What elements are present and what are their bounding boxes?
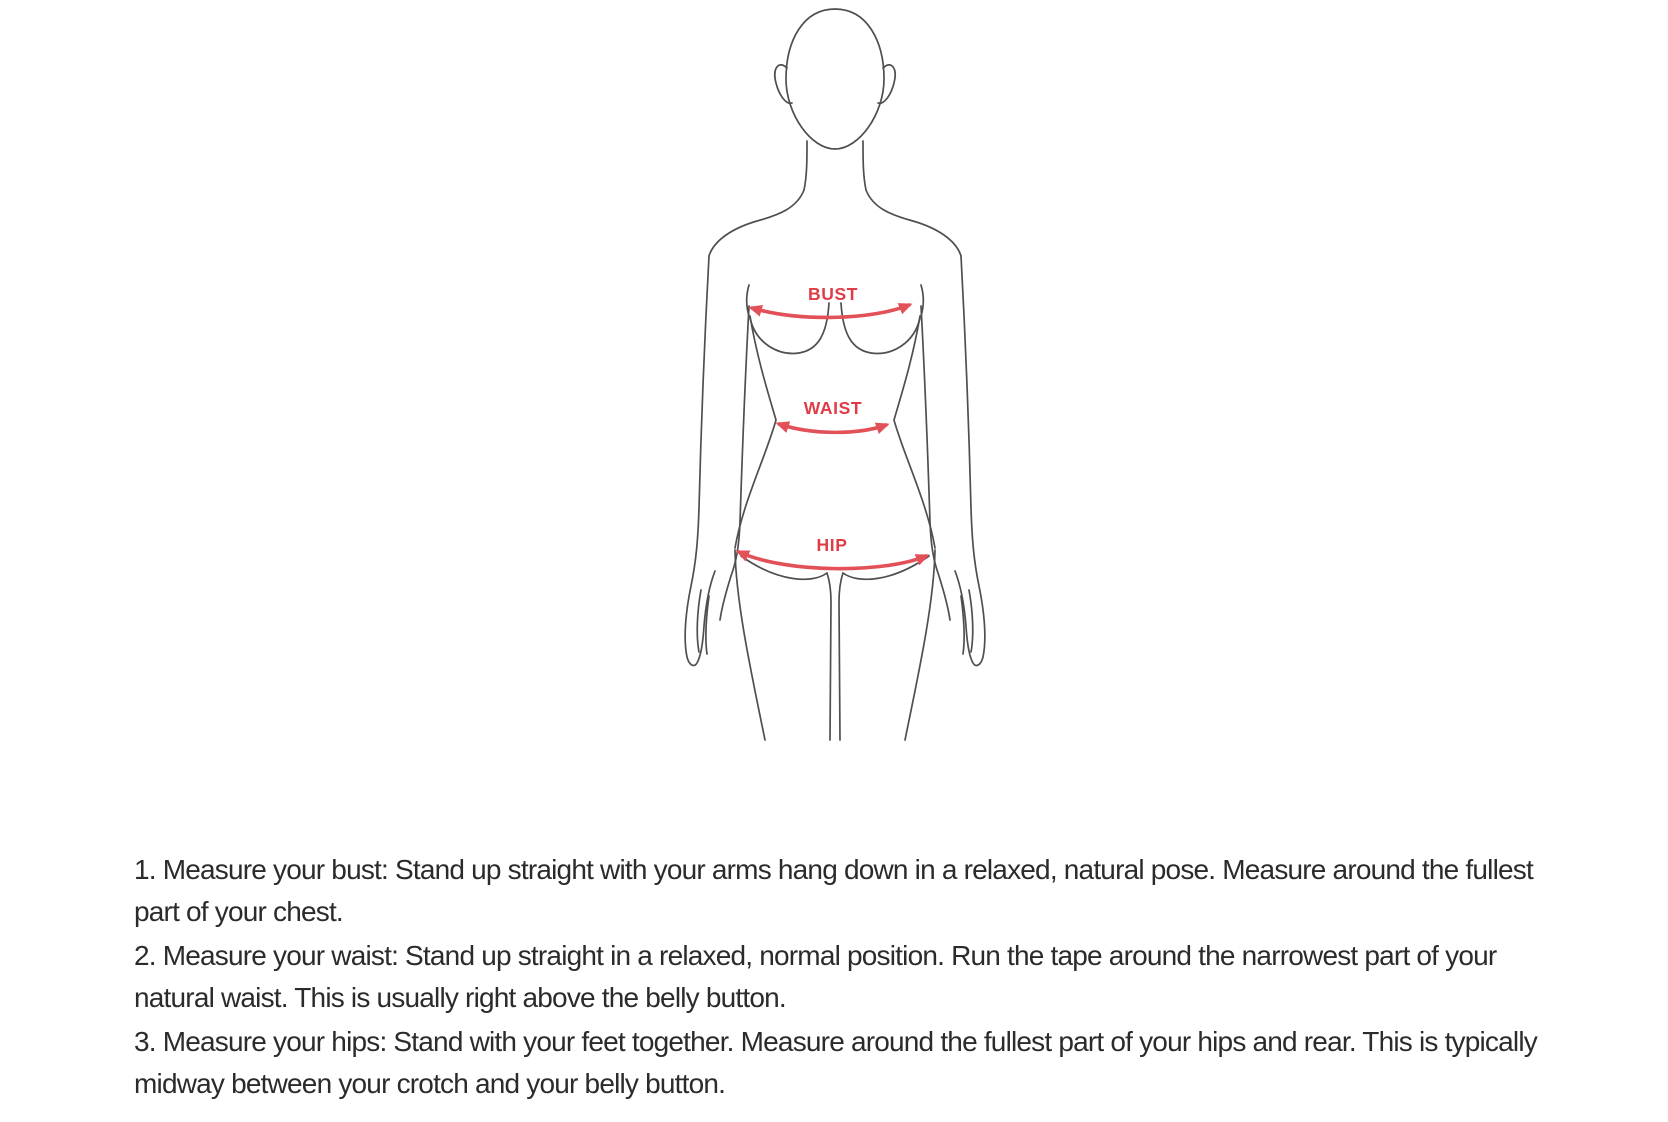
right-arm-outer [955,256,985,665]
right-inner-leg [839,573,843,740]
neck-left [804,141,807,190]
instruction-waist: 2. Measure your waist: Stand up straight in a relaxed, normal position. Run the tape around the narrowest part of your natural waist. This is usually right above the belly button. [134,940,1497,1013]
right-breast-curve [841,303,920,353]
left-shoulder [709,190,804,256]
instruction-bust: 1. Measure your bust: Stand up straight with your arms hang down in a relaxed, natural pose. Measure around the fullest part of your chest. [134,854,1533,927]
measurement-instructions [134,849,1574,1105]
left-hand-finger-line [697,590,701,652]
right-armpit [921,285,923,316]
neck-right [863,141,866,190]
right-outer-thigh [905,550,935,740]
left-armpit [747,285,749,316]
left-inner-leg [827,573,831,740]
left-arm-outer [685,256,715,665]
left-ear [775,65,792,103]
waist-label: WAIST [803,398,863,418]
left-outer-thigh [735,550,765,740]
bust-label: BUST [807,284,859,304]
head-outline [786,9,884,149]
right-arm-inner [921,306,950,620]
waist-measure-arrow [779,424,886,432]
right-shoulder [866,190,961,256]
bust-measure-arrow [752,305,909,317]
instruction-hips: 3. Measure your hips: Stand with your feet together. Measure around the fullest part of your hips and rear. This is typically midway between your crotch and your belly button. [134,1026,1537,1099]
body-outline [685,9,985,740]
right-hand-finger-line [969,590,973,652]
right-ear [878,65,895,103]
left-torso-side [735,316,776,548]
left-arm-inner [720,306,749,620]
body-measurement-diagram [640,0,1030,745]
hip-label: HIP [816,535,848,555]
right-torso-side [894,316,935,548]
